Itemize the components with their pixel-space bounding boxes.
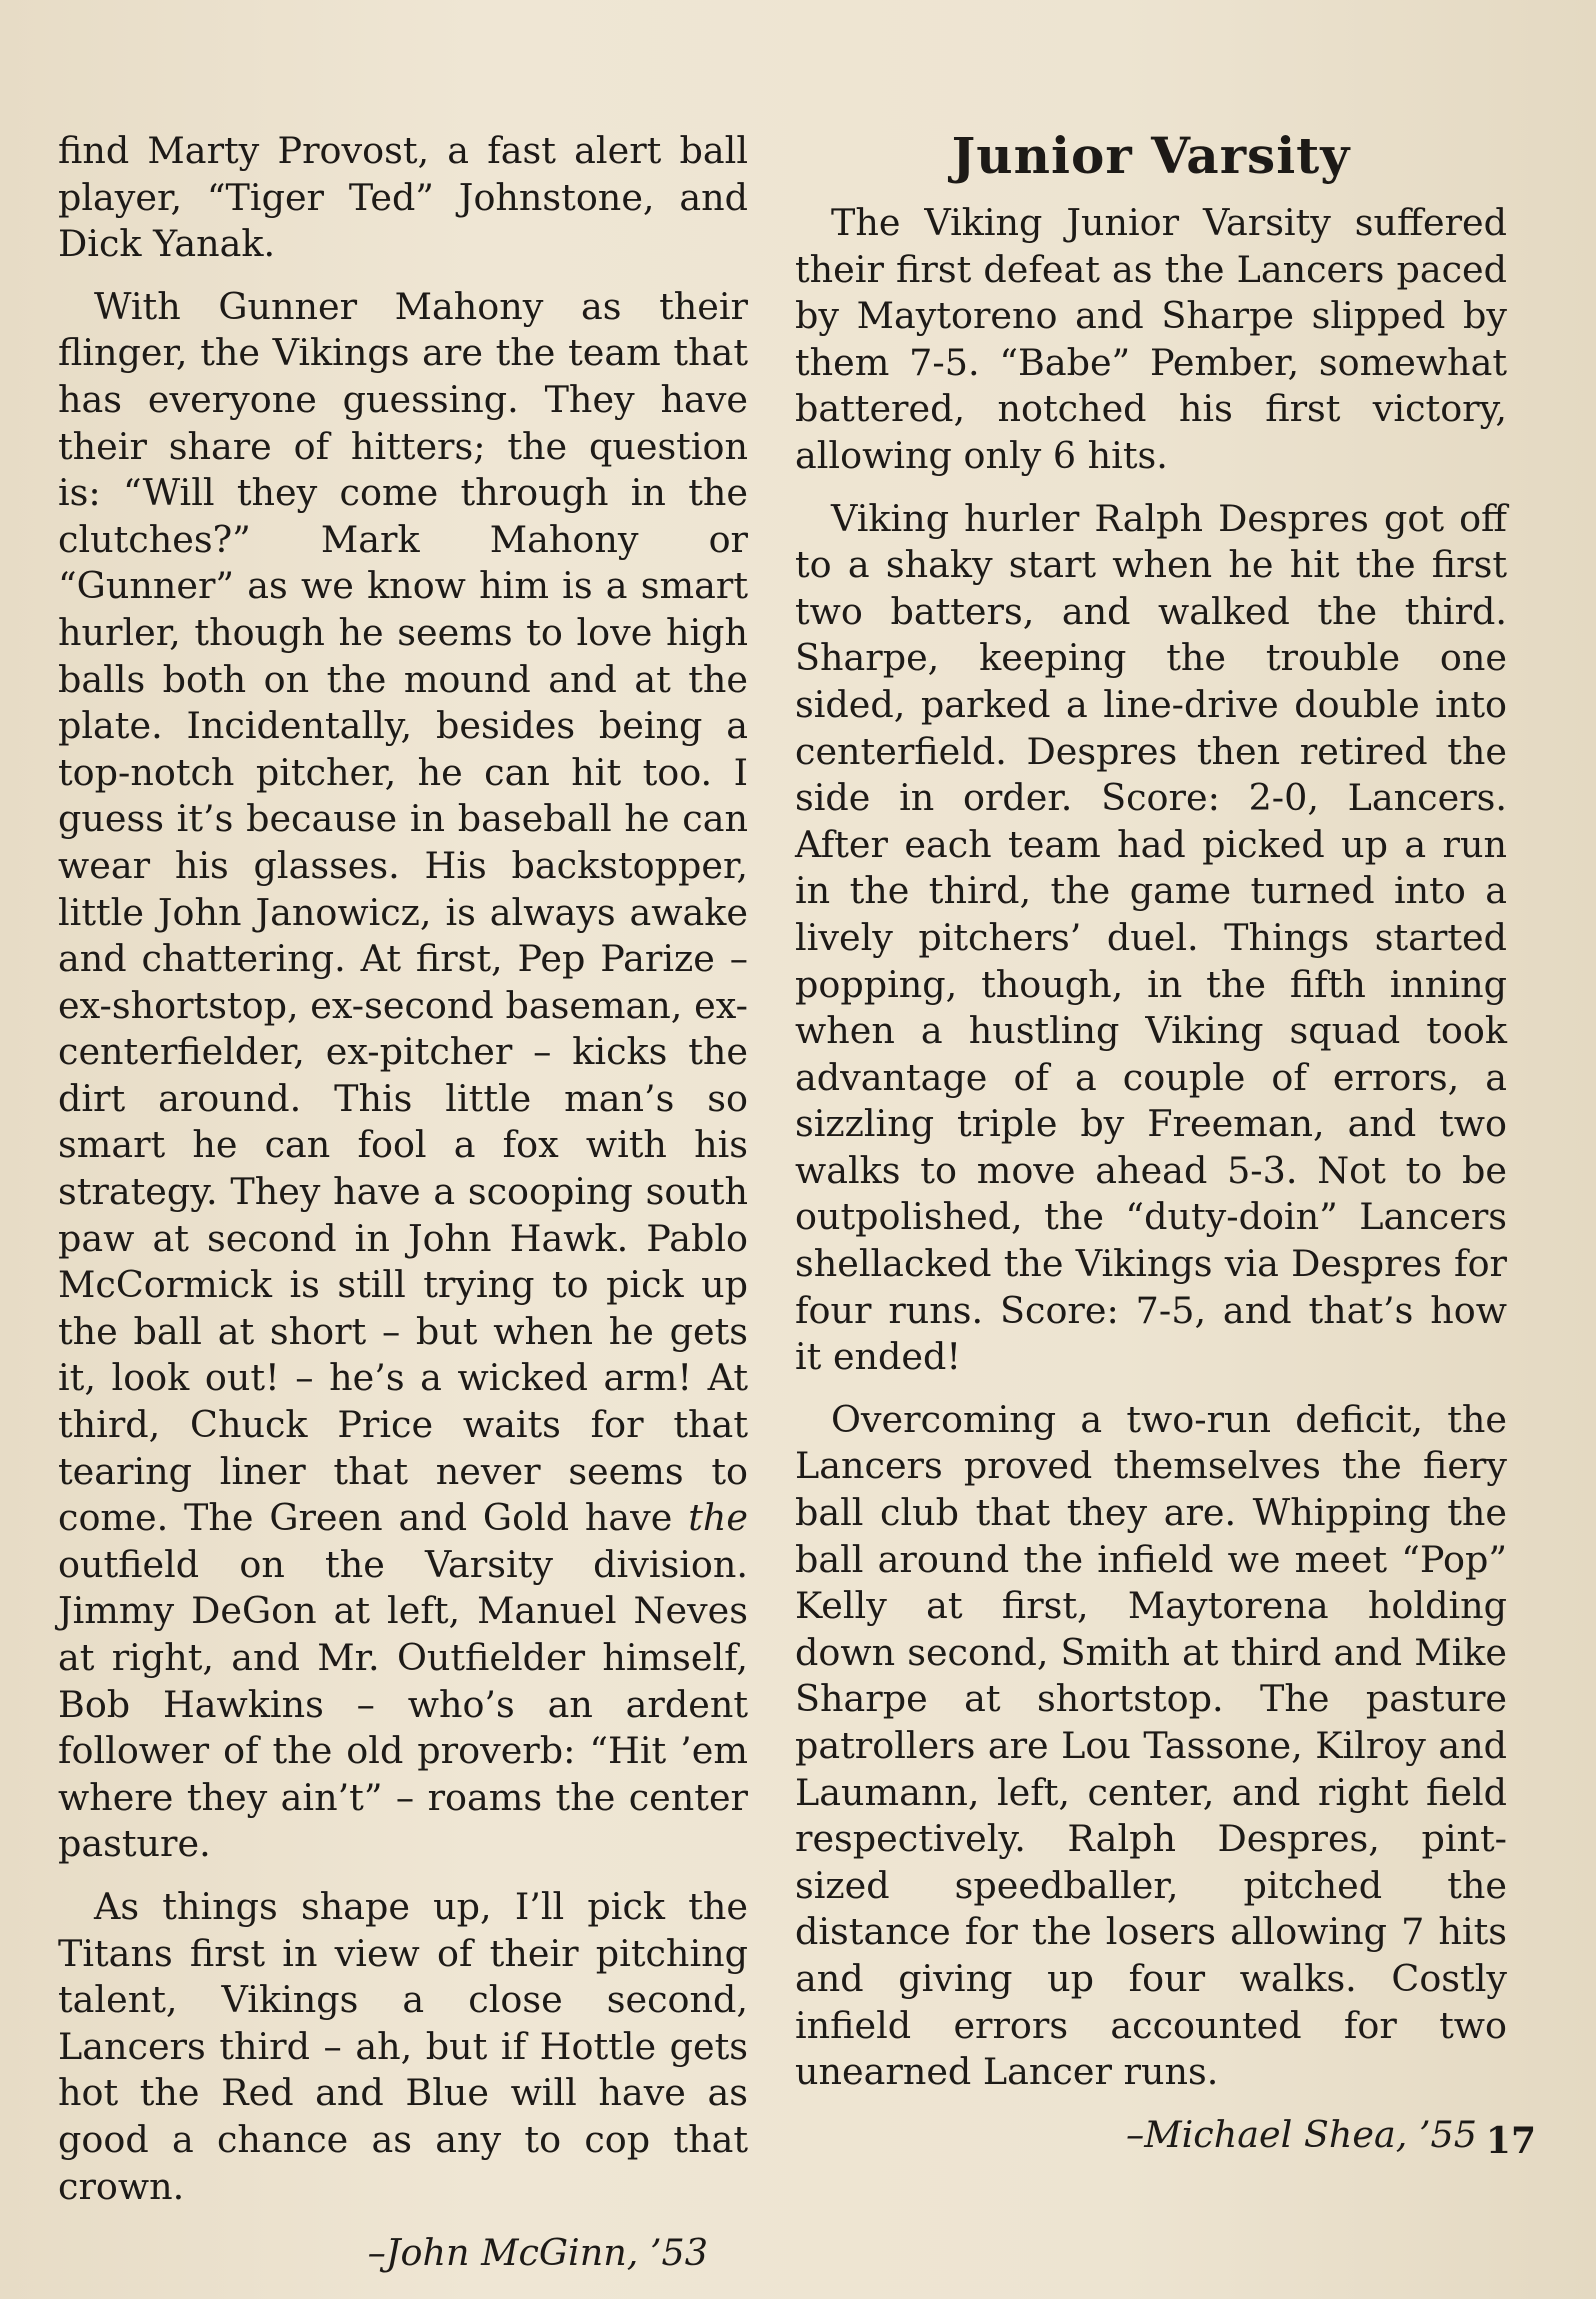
left-paragraph-1: find Marty Provost, a fast alert ball player, “Tiger Ted” Johnstone, and Dick Yanak. (58, 129, 748, 266)
left-paragraph-2-rest: outfield on the Varsity division. Jimmy DeGon at left, Manuel Neves at right, and Mr. Outfielder himself, Bob Hawkins – who’s an ardent follower of the old proverb: “Hit ’em where they ain’t” – roams the center pasture. (58, 1542, 748, 1866)
right-column (795, 200, 1507, 2158)
right-paragraph-1: The Viking Junior Varsity suffered their first defeat as the Lancers paced by Maytoreno and Sharpe slipped by them 7-5. “Babe” Pember, somewhat battered, notched his first victory, allowing only 6 hits. (795, 201, 1507, 477)
left-paragraph-3: As things shape up, I’ll pick the Titans first in view of their pitching talent, Vikings a close second, Lancers third – ah, but if Hottle gets hot the Red and Blue will have as good a chance as any to cop that crown. (58, 1884, 748, 2208)
right-signature: –Michael Shea, ’55 (1125, 2112, 1477, 2156)
left-column (58, 128, 748, 2277)
right-paragraph-2: Viking hurler Ralph Despres got off to a shaky start when he hit the first two batters, and walked the third. Sharpe, keeping the trouble one sided, parked a line-drive double into centerfield. Despres then retired the side in order. Score: 2-0, Lancers. After each team had picked up a run in the third, the game turned into a lively pitchers’ duel. Things started popping, though, in the fifth inning when a hustling Viking squad took advantage of a couple of errors, a sizzling triple by Freeman, and two walks to move ahead 5-3. Not to be outpolished, the “duty-doin” Lancers shellacked the Vikings via Despres for four runs. Score: 7-5, and that’s how it ended! (795, 496, 1507, 1379)
left-paragraph-2 (58, 284, 748, 1868)
right-paragraph-3: Overcoming a two-run deficit, the Lancers proved themselves the fiery ball club that they are. Whipping the ball around the infield we meet “Pop” Kelly at first, Maytorena holding down second, Smith at third and Mike Sharpe at shortstop. The pasture patrollers are Lou Tassone, Kilroy and Laumann, left, center, and right field respectively. Ralph Despres, pint-sized speedballer, pitched the distance for the losers allowing 7 hits and giving up four walks. Costly infield errors accounted for two unearned Lancer runs. (795, 1397, 1507, 2094)
junior-varsity-heading: Junior Varsity (951, 126, 1351, 185)
left-signature: –John McGinn, ’53 (367, 2231, 708, 2275)
left-paragraph-2-text: With Gunner Mahony as their flinger, the Vikings are the team that has everyone guessing. They have their share of hitters; the question is: “Will they come through in the clutches?” Mark Mahony or “Gunner” as we know him is a smart hurler, though he seems to love high balls both on the mound and at the plate. Incidentally, besides being a top-notch pitcher, he can hit too. I guess it’s because in baseball he can wear his glasses. His backstopper, little John Janowicz, is always awake and chattering. At first, Pep Parize – ex-shortstop, ex-second baseman, ex-centerfielder, ex-pitcher – kicks the dirt around. This little man’s so smart he can fool a fox with his strategy. They have a scooping south paw at second in John Hawk. Pablo McCormick is still trying to pick up the ball at short – but when he gets it, look out! – he’s a wicked arm! At third, Chuck Price waits for that tearing liner that never seems to come. The Green and Gold have (58, 284, 748, 1540)
page-number: 17 (1485, 2120, 1536, 2162)
left-paragraph-2-emphasis: the (688, 1496, 748, 1540)
